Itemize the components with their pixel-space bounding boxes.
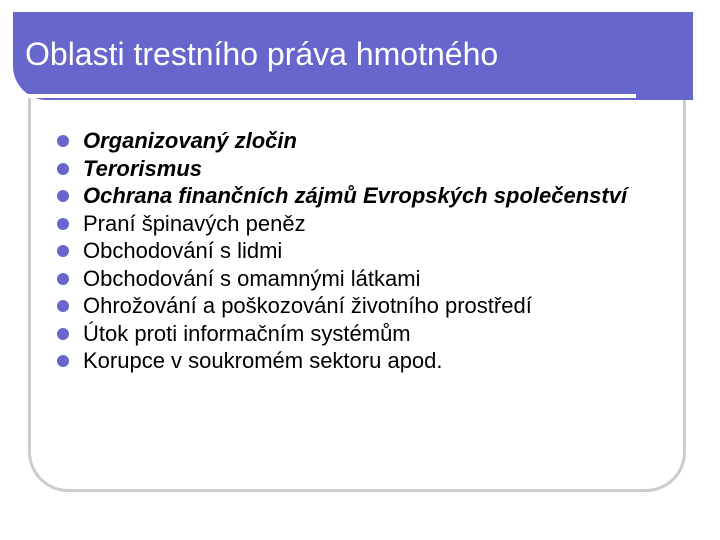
bullet-text: Obchodování s lidmi [83,238,283,263]
bullet-dot-icon [57,300,69,312]
bullet-text: Obchodování s omamnými látkami [83,265,421,291]
bullet-text: Útok proti informačním systémům [83,320,411,346]
bullet-text: Korupce v soukromém sektoru apod. [83,348,443,373]
bullet-dot-icon [57,245,69,257]
bullet-item [57,128,677,153]
bullet-text: Organizovaný zločin [83,128,297,153]
bullet-dot-icon [57,355,69,367]
bullet-item [57,183,677,208]
bullet-dot-icon [57,190,69,202]
title-underline [13,94,636,98]
bullet-item [57,266,677,291]
bullet-dot-icon [57,328,69,340]
bullet-item [57,348,677,373]
bullet-dot-icon [57,135,69,147]
bullet-text: Ohrožování a poškozování životního prostředí [83,293,532,318]
bullet-item [57,238,677,263]
bullet-item [57,293,677,318]
bullet-text: Ochrana finančních zájmů Evropských společenství [83,183,628,208]
bullet-dot-icon [57,163,69,175]
bullet-text: Terorismus [83,155,203,181]
bullet-item [57,211,677,236]
slide-title: Oblasti trestního práva hmotného [25,36,499,72]
bullet-dot-icon [57,218,69,230]
title-bar [13,12,693,100]
bullet-text: Praní špinavých peněz [83,210,306,236]
bullet-item [57,156,677,181]
bullet-item [57,321,677,346]
bullet-dot-icon [57,273,69,285]
bullet-list [57,128,677,376]
